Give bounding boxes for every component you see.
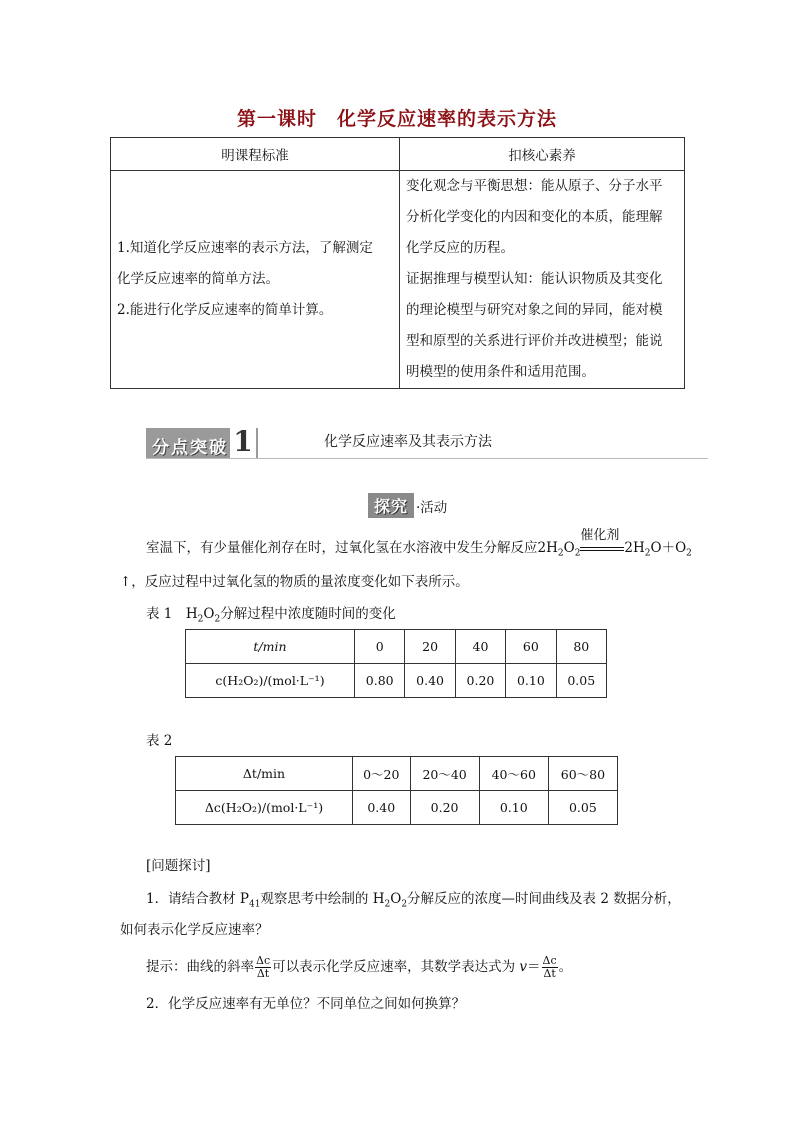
table2-cell: 60～80 [548, 757, 617, 791]
intro-paragraph-line2: ↑，反应过程中过氧化氢的物质的量浓度变化如下表所示。 [120, 574, 469, 590]
standard-line: 化学反应速率的简单方法。 [117, 271, 279, 287]
equation-line [580, 547, 624, 548]
literacy-line: 型和原型的关系进行评价并改进模型；能说 [406, 333, 663, 349]
section-badge-label: 分点突破 [152, 438, 228, 458]
literacy-line: 化学反应的历程。 [406, 240, 514, 256]
table2-cell: 40～60 [479, 757, 548, 791]
question-1-line2: 如何表示化学反应速率？ [120, 922, 269, 938]
section-badge [146, 425, 258, 458]
table1-cell: 0.10 [506, 664, 556, 698]
probe-badge: 探究 [368, 493, 414, 518]
table2-cell: 0～20 [353, 757, 411, 791]
literacy-line: 的理论模型与研究对象之间的异同，能对模 [406, 302, 663, 318]
literacy-line: 明模型的使用条件和适用范围。 [406, 364, 595, 380]
question-1-line1: 1．请结合教材 $P_{41}$观察思考中绘制的 $H_2O_2$分解反应的浓度—时间曲线及表 2 数据分析， [146, 891, 681, 910]
slope-fraction: $\frac{\Delta c}{\Delta t}$ [256, 954, 271, 980]
equation-reactant: $2H_2O_2$ [537, 540, 581, 559]
literacy-line: 变化观念与平衡思想：能从原子、分子水平 [406, 178, 663, 194]
standard-line: 2.能进行化学反应速率的简单计算。 [117, 302, 333, 318]
curriculum-standard-cell [111, 171, 400, 389]
table2-cell: 0.40 [353, 791, 411, 825]
question-2: 2．化学反应速率有无单位？不同单位之间如何换算？ [146, 996, 466, 1012]
catalyst-arrow [580, 528, 624, 558]
table2 [175, 756, 618, 825]
table2-cell: 0.10 [479, 791, 548, 825]
literacy-line: 证据推理与模型认知：能认识物质及其变化 [406, 271, 663, 287]
table1-row1-label: t/min [186, 630, 355, 664]
table2-row1-label: Δt/min [176, 757, 353, 791]
table2-caption: 表 2 [146, 733, 173, 749]
table1-cell: 0.05 [556, 664, 606, 698]
intro-paragraph-line1 [146, 528, 706, 564]
table1-cell: 0 [355, 630, 405, 664]
equation-products: $2H_2O+O_2$ [624, 540, 692, 559]
table1-cell: 40 [455, 630, 505, 664]
table1 [185, 629, 607, 698]
section-title: 化学反应速率及其表示方法 [324, 434, 492, 450]
standards-table [110, 137, 685, 389]
header-core-literacy: 扣核心素养 [400, 138, 685, 171]
table1-cell: 60 [506, 630, 556, 664]
section-badge-number: 1 [230, 426, 256, 458]
section-header [146, 425, 708, 459]
table2-cell: 0.20 [410, 791, 479, 825]
probe-label: ·活动 [416, 500, 448, 516]
catalyst-label: 催化剂 [580, 528, 620, 543]
table1-cell: 0.20 [455, 664, 505, 698]
table1-caption: 表 1 $H_2O_2$分解过程中浓度随时间的变化 [146, 606, 396, 625]
rate-symbol: v [519, 959, 528, 975]
table1-cell: 80 [556, 630, 606, 664]
literacy-line: 分析化学变化的内因和变化的本质，能理解 [406, 209, 663, 225]
core-literacy-cell [400, 171, 685, 389]
table2-cell: 20～40 [410, 757, 479, 791]
hint-1: 提示：曲线的斜率 $\frac{\Delta c}{\Delta t}$ 可以表示化学反应速率，其数学表达式为 v＝ $\frac{\Delta c}{\Delta t}$ 。 [146, 954, 573, 980]
intro-text: 室温下，有少量催化剂存在时，过氧化氢在水溶液中发生分解反应 [146, 540, 538, 556]
page-title: 第一课时 化学反应速率的表示方法 [236, 108, 557, 130]
discussion-heading: [问题探讨] [146, 858, 211, 874]
table2-row2-label: Δc(H₂O₂)/(mol·L⁻¹) [176, 791, 353, 825]
table1-cell: 0.80 [355, 664, 405, 698]
equation-line [580, 550, 624, 551]
table1-row2-label: c(H₂O₂)/(mol·L⁻¹) [186, 664, 355, 698]
table2-cell: 0.05 [548, 791, 617, 825]
table1-cell: 20 [405, 630, 455, 664]
header-curriculum-standard: 明课程标准 [111, 138, 400, 171]
table1-cell: 0.40 [405, 664, 455, 698]
standard-line: 1.知道化学反应速率的表示方法，了解测定 [117, 240, 373, 256]
probe-activity-heading [368, 493, 447, 517]
rate-fraction: $\frac{\Delta c}{\Delta t}$ [542, 954, 557, 980]
